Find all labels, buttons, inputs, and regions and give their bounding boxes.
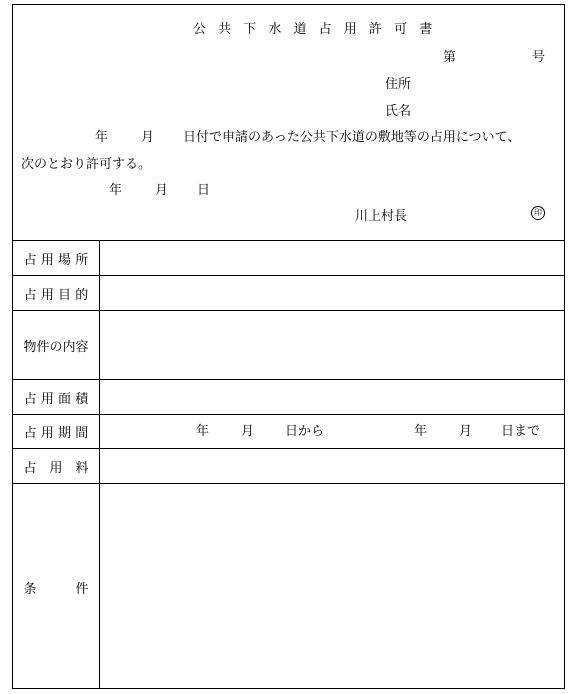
period-to-year: 年 [414,424,428,439]
number-go-label: 号 [532,50,546,65]
period-from-month: 月 [241,424,255,439]
number-dai-label: 第 [443,50,457,65]
row-label-object: 物件の内容 [23,339,89,355]
date-day: 日 [197,183,211,198]
form-title: 公 共 下 水 道 占 用 許 可 書 [193,22,437,37]
row-label-fee: 占 用 料 [23,460,89,476]
body-year: 年 [95,130,109,145]
body-month: 月 [141,130,155,145]
period-from-day: 日から [285,424,325,439]
name-label: 氏名 [385,104,412,119]
body-line2: 次のとおり許可する。 [21,157,152,172]
period-to-month: 月 [459,424,473,439]
body-line1-rest: 日付で申請のあった公共下水道の敷地等の占用について、 [183,130,521,145]
seal-mark: 印 [531,206,545,220]
date-year: 年 [109,183,123,198]
row-label-location: 占 用 場 所 [23,252,89,268]
form-header [13,5,564,240]
row-label-period: 占 用 期 間 [23,426,89,441]
period-to-day: 日まで [501,424,541,439]
date-month: 月 [155,183,169,198]
row-label-purpose: 占 用 目 的 [23,287,89,303]
issuer-name: 川上村長 [355,209,408,224]
row-label-area: 占 用 面 積 [23,391,89,407]
period-from-year: 年 [196,424,210,439]
row-label-conditions: 条 件 [23,581,89,597]
label-column-divider [99,240,100,689]
permit-form [12,4,565,689]
address-label: 住所 [385,77,412,92]
